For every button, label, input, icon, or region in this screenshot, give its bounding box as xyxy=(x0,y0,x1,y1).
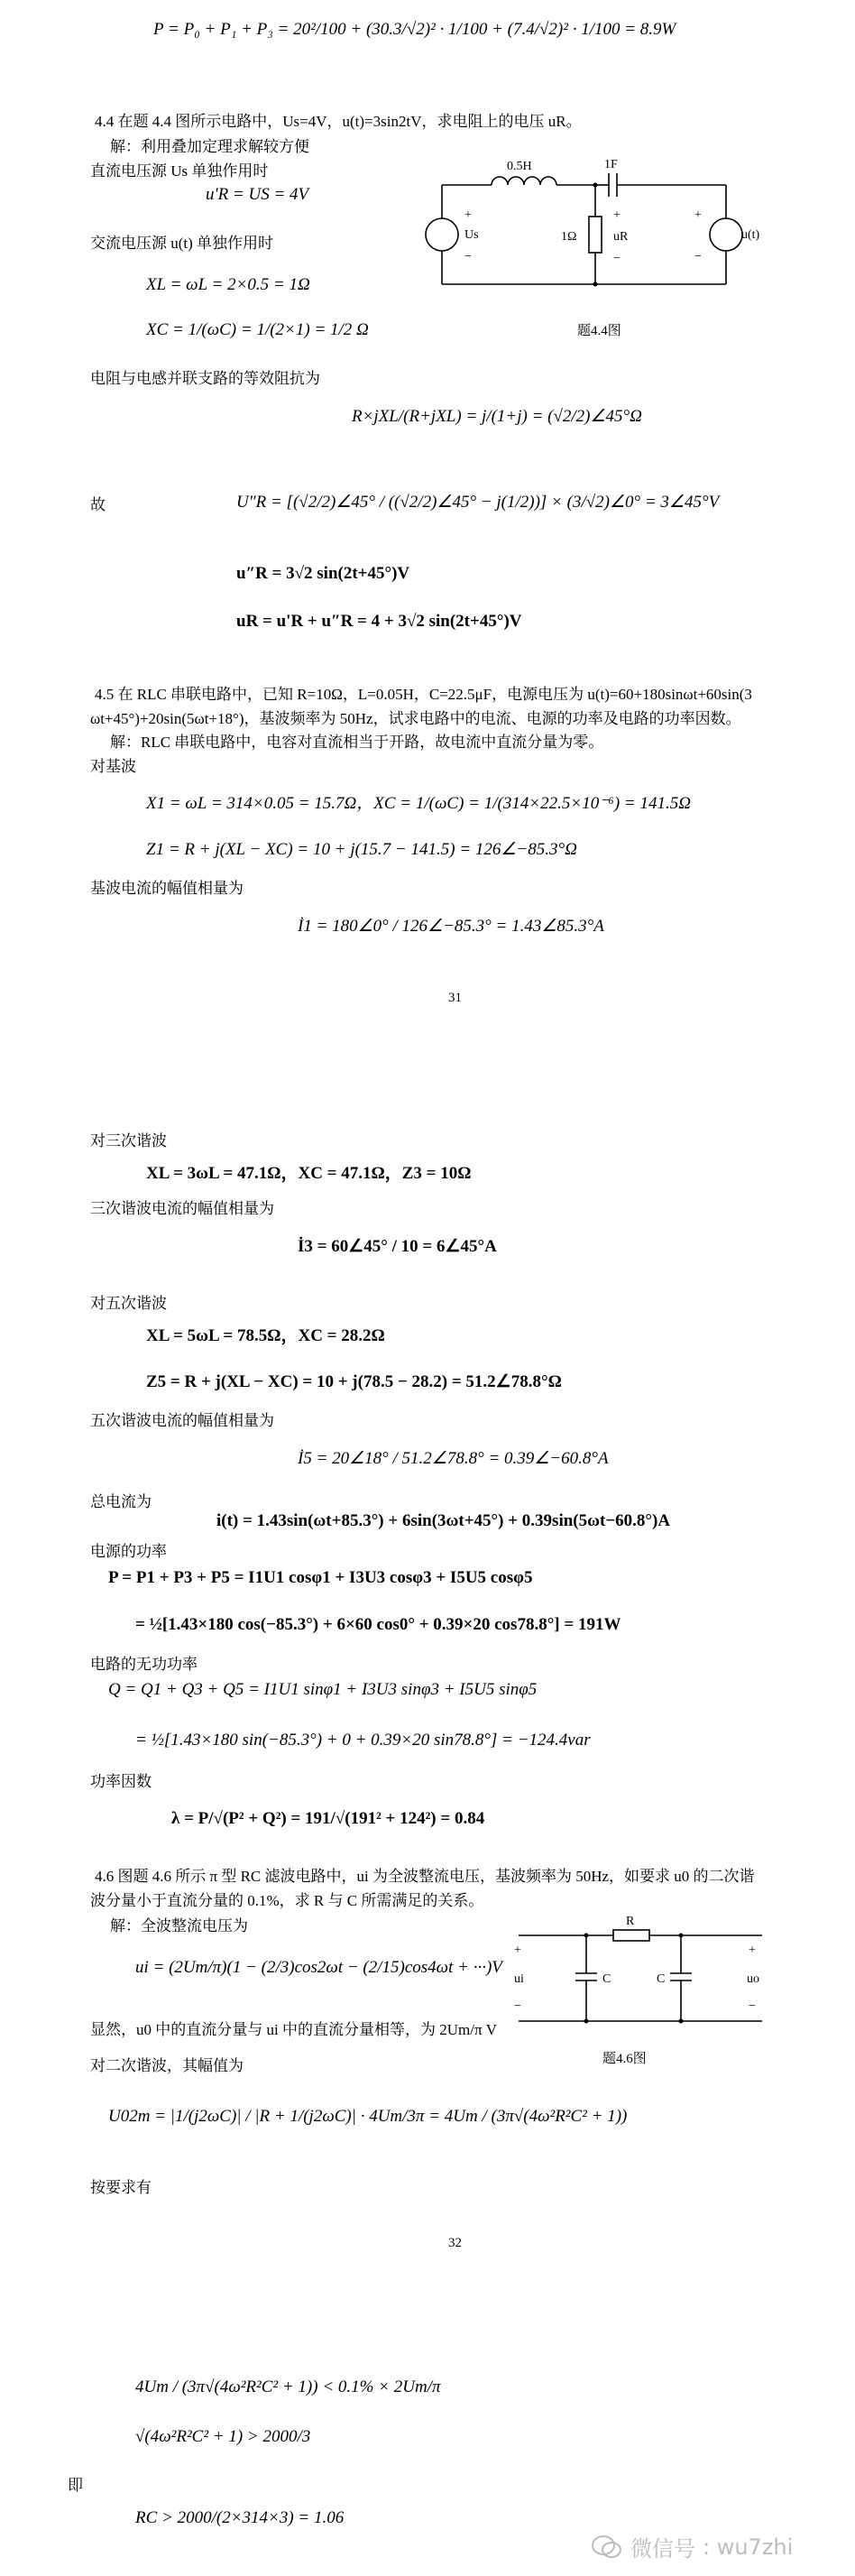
problem-4-5-solution: 解：RLC 串联电路中，电容对直流相当于开路，故电流中直流分量为零。 xyxy=(110,734,604,751)
equation-XL: XL = ωL = 2×0.5 = 1Ω xyxy=(146,275,310,294)
fundamental-label: 对基波 xyxy=(90,758,136,775)
second-harmonic-label: 对二次谐波，其幅值为 xyxy=(90,2057,244,2074)
equation-Zparallel: R×jXL/(R+jXL) = j/(1+j) = (√2/2)∠45°Ω xyxy=(352,407,642,426)
dc-source-text: 直流电压源 Us 单独作用时 xyxy=(90,162,269,180)
equation-UR2: U″R = [(√2/2)∠45° / ((√2/2)∠45° − j(1/2))] × (3/√2)∠0° = 3∠45°V xyxy=(236,493,720,512)
voltage-source-ut xyxy=(710,218,742,251)
watermark-prefix: 微信号 xyxy=(630,2536,695,2562)
uo-minus: − xyxy=(749,1999,756,2013)
page-number-32: 32 xyxy=(448,2236,462,2250)
equation-X5: XL = 5ωL = 78.5Ω，XC = 28.2Ω xyxy=(146,1326,385,1345)
equation-uR2: u″R = 3√2 sin(2t+45°)V xyxy=(236,564,410,583)
equation-RC: RC > 2000/(2×314×3) = 1.06 xyxy=(135,2508,345,2527)
equation-ui: ui = (2Um/π)(1 − (2/3)cos2ωt − (2/15)cos4ωt + ···)V xyxy=(135,1958,502,1977)
ur-plus: + xyxy=(613,208,621,222)
power-factor-label: 功率因数 xyxy=(90,1773,152,1790)
total-current-label: 总电流为 xyxy=(90,1493,152,1510)
equation-Z1: Z1 = R + j(XL − XC) = 10 + j(15.7 − 141.5) = 126∠−85.3°Ω xyxy=(146,840,577,859)
problem-4-4-title: 4.4 在题 4.4 图所示电路中，Us=4V，u(t)=3sin2tV，求电阻上的电压 uR。 xyxy=(95,113,582,130)
ut-minus: − xyxy=(694,250,702,263)
watermark xyxy=(591,2531,793,2562)
capacitor-label: 1F xyxy=(604,158,618,171)
page-number-31: 31 xyxy=(448,991,462,1005)
ji-label: 即 xyxy=(68,2477,83,2494)
resistor-label: 1Ω xyxy=(561,230,577,244)
figure-4-4-caption: 题4.4图 xyxy=(577,324,621,338)
inductor-label: 0.5H xyxy=(507,160,532,173)
fifth-harmonic-label: 对五次谐波 xyxy=(90,1295,167,1312)
us-label: Us xyxy=(464,228,479,242)
problem-4-5-title-line2: ωt+45°)+20sin(5ωt+18°)，基波频率为 50Hz，试求电路中的电流、电源的功率及电路的功率因数。 xyxy=(90,710,741,727)
equation-Q2: = ½[1.43×180 sin(−85.3°) + 0 + 0.39×20 sin78.8°] = −124.4var xyxy=(135,1731,591,1750)
uo-plus: + xyxy=(749,1944,756,1957)
problem-4-6-title-line2: 波分量小于直流分量的 0.1%，求 R 与 C 所需满足的关系。 xyxy=(90,1892,484,1909)
third-amplitude-text: 三次谐波电流的幅值相量为 xyxy=(90,1200,274,1217)
third-harmonic-label: 对三次谐波 xyxy=(90,1132,167,1150)
figure-4-6-caption: 题4.6图 xyxy=(602,2052,647,2066)
inductor-symbol xyxy=(492,177,556,185)
equation-X3: XL = 3ωL = 47.1Ω，XC = 47.1Ω，Z3 = 10Ω xyxy=(146,1164,472,1183)
equation-inequality-1: 4Um / (3π√(4ω²R²C² + 1)) < 0.1% × 2Um/π xyxy=(135,2377,441,2396)
resistor-R-symbol xyxy=(613,1930,649,1941)
equation-fundamental-reactance: X1 = ωL = 314×0.05 = 15.7Ω，XC = 1/(ωC) = 1/(314×22.5×10⁻⁶) = 141.5Ω xyxy=(146,794,691,813)
fundamental-amplitude-text: 基波电流的幅值相量为 xyxy=(90,880,244,897)
ac-source-text: 交流电压源 u(t) 单独作用时 xyxy=(90,235,274,252)
us-plus: + xyxy=(464,208,472,222)
equation-XC: XC = 1/(ωC) = 1/(2×1) = 1/2 Ω xyxy=(146,320,369,339)
ur-label: uR xyxy=(613,230,629,244)
equation-inequality-2: √(4ω²R²C² + 1) > 2000/3 xyxy=(135,2427,311,2446)
problem-4-4-solution: 解：利用叠加定理求解较方便 xyxy=(110,138,309,155)
problem-4-6-solution: 解：全波整流电压为 xyxy=(110,1917,248,1934)
uo-label: uo xyxy=(747,1972,759,1986)
so-label: 故 xyxy=(90,496,106,513)
ui-minus: − xyxy=(514,1999,521,2013)
circuit-4-4-diagram xyxy=(424,153,767,311)
ui-plus: + xyxy=(514,1944,521,1957)
problem-4-5-title-line1: 4.5 在 RLC 串联电路中，已知 R=10Ω，L=0.05H，C=22.5μF，电源电压为 u(t)=60+180sinωt+60sin(3 xyxy=(95,686,752,703)
capacitor1-label: C xyxy=(602,1972,611,1986)
equation-power-top: P = P₀ + P₁ + P₃ = 20²/100 + (30.3/√2)² · 1/100 + (7.4/√2)² · 1/100 = 8.9W xyxy=(153,20,676,39)
ut-plus: + xyxy=(694,208,702,222)
equation-it: i(t) = 1.43sin(ωt+85.3°) + 6sin(3ωt+45°) + 0.39sin(5ωt−60.8°)A xyxy=(216,1511,671,1530)
require-label: 按要求有 xyxy=(90,2179,152,2196)
circuit-4-6-diagram xyxy=(505,1908,776,2044)
equation-Z5: Z5 = R + j(XL − XC) = 10 + j(78.5 − 28.2) = 51.2∠78.8°Ω xyxy=(146,1372,562,1391)
equation-I5: İ5 = 20∠18° / 51.2∠78.8° = 0.39∠−60.8°A xyxy=(298,1449,609,1468)
watermark-id: : wu7zhi xyxy=(703,2534,794,2560)
power-label: 电源的功率 xyxy=(90,1543,167,1560)
equation-P1: P = P1 + P3 + P5 = I1U1 cosφ1 + I3U3 cosφ3 + I5U5 cosφ5 xyxy=(108,1568,533,1587)
resistor-R-label: R xyxy=(626,1915,635,1928)
reactive-power-label: 电路的无功功率 xyxy=(90,1656,198,1673)
equation-power-factor: λ = P/√(P² + Q²) = 191/√(191² + 124²) = 0.84 xyxy=(171,1809,485,1828)
equation-U02m: U02m = |1/(j2ωC)| / |R + 1/(j2ωC)| · 4Um/3π = 4Um / (3π√(4ω²R²C² + 1)) xyxy=(108,2107,628,2126)
equation-I3: İ3 = 60∠45° / 10 = 6∠45°A xyxy=(298,1237,497,1256)
problem-4-6-title-line1: 4.6 图题 4.6 所示 π 型 RC 滤波电路中，ui 为全波整流电压，基波频率为 50Hz，如要求 u0 的二次谐 xyxy=(95,1868,755,1885)
capacitor2-label: C xyxy=(657,1972,666,1986)
ur-minus: − xyxy=(613,252,621,265)
wechat-search-icon xyxy=(591,2534,623,2561)
equation-I1: İ1 = 180∠0° / 126∠−85.3° = 1.43∠85.3°A xyxy=(298,917,604,936)
ut-label: u(t) xyxy=(741,228,760,242)
dc-equal-text: 显然，u0 中的直流分量与 ui 中的直流分量相等，为 2Um/π V xyxy=(90,2021,498,2038)
voltage-source-us xyxy=(426,218,458,251)
resistor-symbol xyxy=(589,217,602,253)
fifth-amplitude-text: 五次谐波电流的幅值相量为 xyxy=(90,1412,274,1429)
ui-label: ui xyxy=(514,1972,524,1986)
parallel-impedance-text: 电阻与电感并联支路的等效阻抗为 xyxy=(90,370,320,387)
equation-uR-total: uR = u'R + u″R = 4 + 3√2 sin(2t+45°)V xyxy=(236,612,522,631)
equation-uR1: u'R = US = 4V xyxy=(206,185,309,204)
us-minus: − xyxy=(464,250,472,263)
equation-P2: = ½[1.43×180 cos(−85.3°) + 6×60 cos0° + 0.39×20 cos78.8°] = 191W xyxy=(135,1615,621,1634)
equation-Q1: Q = Q1 + Q3 + Q5 = I1U1 sinφ1 + I3U3 sinφ3 + I5U5 sinφ5 xyxy=(108,1680,538,1699)
